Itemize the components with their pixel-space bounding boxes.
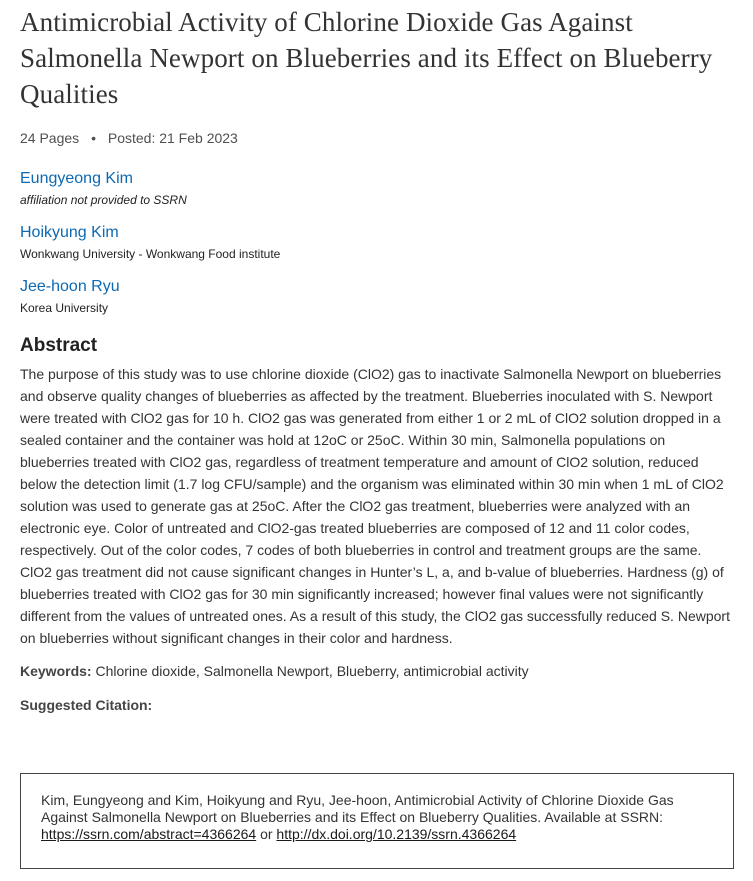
citation-text: Kim, Eungyeong and Kim, Hoikyung and Ryu, Jee-hoon, Antimicrobial Activity of Chlorine Dioxide Gas Against Salmonella Newport on Blueberries and its Effect on Blueberry Qualities. Available at SSRN: — [41, 792, 674, 825]
abstract-heading: Abstract — [20, 335, 98, 356]
author-affiliation: Korea University — [20, 301, 109, 315]
author-link-eungyeong-kim[interactable]: Eungyeong Kim — [20, 170, 133, 187]
keywords — [20, 661, 736, 681]
author-entry — [20, 168, 736, 210]
posted-date: Posted: 21 Feb 2023 — [107, 130, 238, 146]
author-affiliation: affiliation not provided to SSRN — [20, 193, 187, 207]
page-count: 24 Pages — [20, 130, 80, 146]
author-affiliation: Wonkwang University - Wonkwang Food institute — [20, 247, 281, 261]
suggested-citation-heading: Suggested Citation: — [20, 697, 153, 713]
citation-box — [20, 773, 734, 869]
keywords-label: Keywords: — [20, 663, 92, 679]
paper-page — [20, 0, 736, 842]
author-entry — [20, 222, 736, 264]
citation-or: or — [256, 826, 277, 842]
keywords-value: Chlorine dioxide, Salmonella Newport, Blueberry, antimicrobial activity — [95, 663, 529, 679]
paper-title: Antimicrobial Activity of Chlorine Dioxide Gas Against Salmonella Newport on Blueberries and its Effect on Blueberry Qualities — [20, 7, 713, 109]
paper-meta — [20, 128, 736, 148]
author-entry — [20, 276, 736, 318]
author-list — [20, 168, 736, 318]
author-link-jee-hoon-ryu[interactable]: Jee-hoon Ryu — [20, 278, 120, 295]
meta-separator: • — [91, 130, 96, 146]
abstract-text: The purpose of this study was to use chlorine dioxide (ClO2) gas to inactivate Salmonella Newport on blueberries and observe quality changes of blueberries as affected by the treatment. Blueberries inoculated with S. Newport were treated with ClO2 gas for 10 h. ClO2 gas was generated from either 1 or 2 mL of ClO2 solution dropped in a sealed container and the container was hold at 12oC or 25oC. Within 30 min, Salmonella populations on blueberries treated with ClO2 gas, regardless of treatment temperature and amount of ClO2 solution, reduced below the detection limit (1.7 log CFU/sample) and the organism was eliminated within 30 min when 1 mL of ClO2 solution was used to generate gas at 25oC. After the ClO2 gas treatment, blueberries were analyzed with an electronic eye. Color of untreated and ClO2-gas treated blueberries are composed of 12 and 11 color codes, respectively. Out of the color codes, 7 codes of both blueberries in control and treatment groups are the same. ClO2 gas treatment did not cause significant changes in Hunter’s L, a, and b-value of blueberries. Hardness (g) of blueberries treated with ClO2 gas for 30 min significantly increased; however final values were not significantly different from the values of untreated ones. As a result of this study, the ClO2 gas successfully reduced S. Newport on blueberries without significant changes in their color and hardness. — [20, 366, 730, 646]
author-link-hoikyung-kim[interactable]: Hoikyung Kim — [20, 224, 119, 241]
ssrn-abstract-link[interactable]: https://ssrn.com/abstract=4366264 — [41, 826, 257, 842]
doi-link[interactable]: http://dx.doi.org/10.2139/ssrn.4366264 — [276, 826, 517, 842]
